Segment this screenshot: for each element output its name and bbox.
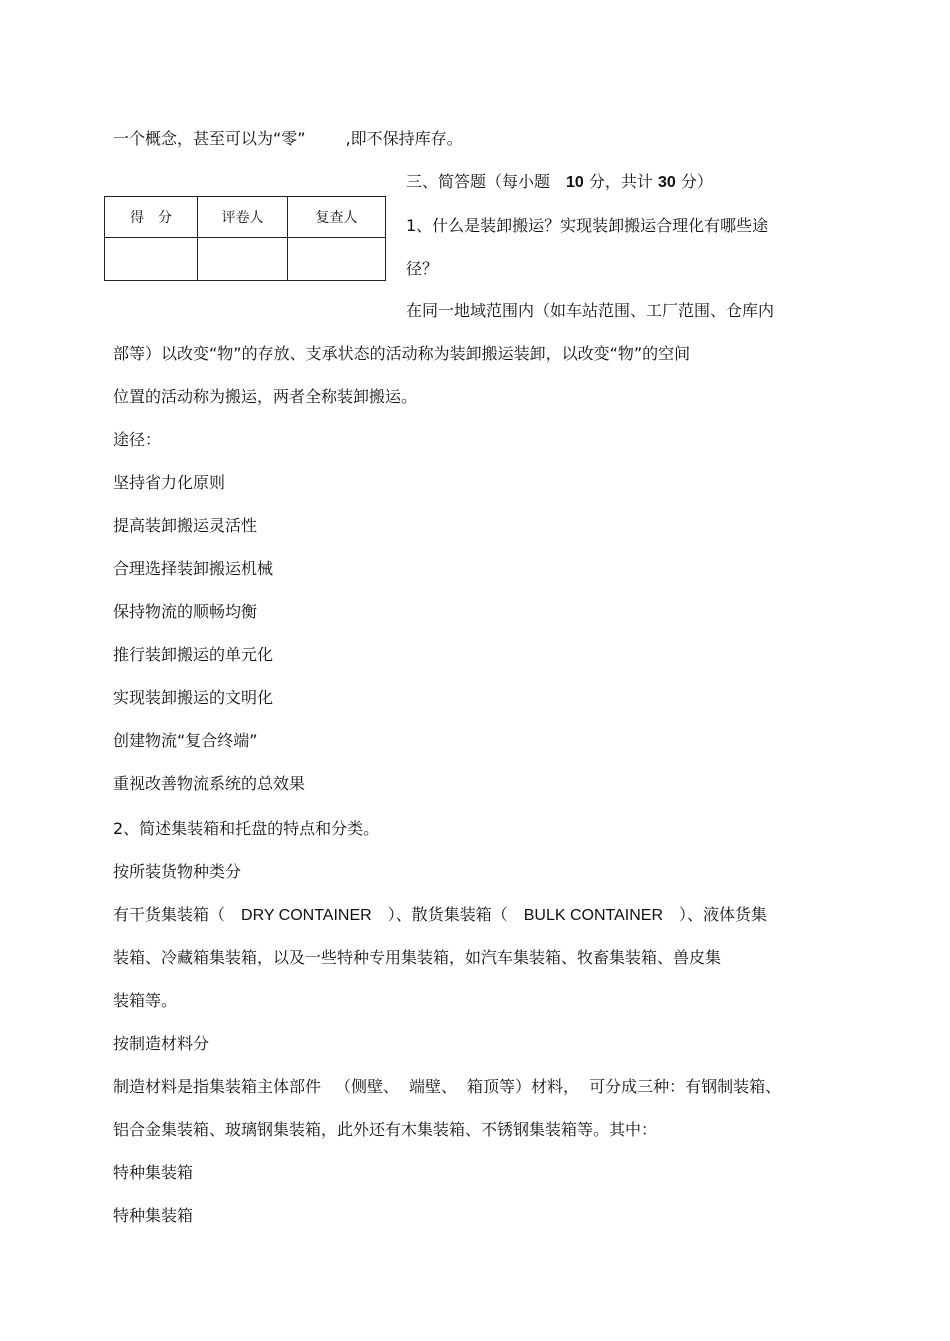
cargo-bulk-english: BULK CONTAINER bbox=[523, 907, 663, 924]
q2-material-line1 bbox=[113, 1077, 781, 1097]
q2-material-line2: 铝合金集装箱、玻璃钢集装箱，此外还有木集装箱、不锈钢集装箱等。其中： bbox=[113, 1120, 658, 1139]
section-points-total: 30 bbox=[658, 174, 676, 191]
q1-way-item: 创建物流“复合终端” bbox=[113, 731, 258, 750]
cargo-bulk-prefix: ）、散货集装箱（ bbox=[387, 905, 508, 924]
q1-way-item: 提高装卸搬运灵活性 bbox=[113, 516, 258, 535]
score-header-reviewer: 复查人 bbox=[288, 197, 386, 238]
q2-title: 2、简述集装箱和托盘的特点和分类。 bbox=[113, 819, 380, 838]
material-roof: 箱顶等）材料， bbox=[467, 1077, 580, 1096]
score-entry-cell[interactable] bbox=[105, 238, 198, 281]
score-table bbox=[104, 196, 386, 281]
q1-answer-line2: 部等）以改变“物”的存放、支承状态的活动称为装卸搬运装卸，以改变“物”的空间 bbox=[113, 344, 691, 363]
reviewer-entry-cell[interactable] bbox=[288, 238, 386, 281]
q1-way-item: 合理选择装卸搬运机械 bbox=[113, 559, 274, 578]
section-prefix: 三、简答题（每小题 bbox=[406, 172, 551, 191]
intro-line bbox=[113, 129, 463, 149]
q2-cargo-line3: 装箱等。 bbox=[113, 991, 178, 1010]
q1-title-line2: 径？ bbox=[406, 259, 439, 278]
material-types: 可分成三种：有钢制装箱、 bbox=[589, 1077, 782, 1096]
section-points-each: 10 bbox=[566, 174, 584, 191]
material-end-wall: 端壁、 bbox=[409, 1077, 458, 1096]
intro-text-b: ,即不保持库存。 bbox=[345, 129, 463, 148]
q1-way-item: 坚持省力化原则 bbox=[113, 473, 226, 492]
material-side-wall: （侧壁、 bbox=[335, 1077, 400, 1096]
q1-way-item: 推行装卸搬运的单元化 bbox=[113, 645, 274, 664]
q1-title-line1: 1、什么是装卸搬运？实现装卸搬运合理化有哪些途 bbox=[406, 216, 769, 235]
score-table-entry-row bbox=[105, 238, 386, 281]
q2-by-material-label: 按制造材料分 bbox=[113, 1034, 210, 1053]
q2-by-cargo-label: 按所装货物种类分 bbox=[113, 862, 242, 881]
score-header-grader: 评卷人 bbox=[198, 197, 288, 238]
q1-way-item: 保持物流的顺畅均衡 bbox=[113, 602, 258, 621]
q1-answer-line1: 在同一地域范围内（如车站范围、工厂范围、仓库内 bbox=[406, 301, 775, 320]
q2-cargo-line2: 装箱、冷藏箱集装箱，以及一些特种专用集装箱，如汽车集装箱、牧畜集装箱、兽皮集 bbox=[113, 948, 722, 967]
q2-special-line2: 特种集装箱 bbox=[113, 1206, 194, 1225]
q1-answer-line3: 位置的活动称为搬运，两者全称装卸搬运。 bbox=[113, 387, 418, 406]
score-table-header-row bbox=[105, 197, 386, 238]
section-mid: 分，共计 bbox=[588, 172, 653, 191]
intro-text-a: 一个概念，甚至可以为“零” bbox=[113, 129, 306, 148]
cargo-dry-prefix: 有干货集装箱（ bbox=[113, 905, 226, 924]
q1-way-item: 重视改善物流系统的总效果 bbox=[113, 774, 306, 793]
q1-way-item: 实现装卸搬运的文明化 bbox=[113, 688, 274, 707]
section-suffix: 分） bbox=[680, 172, 713, 191]
section-heading bbox=[406, 172, 713, 193]
grader-entry-cell[interactable] bbox=[198, 238, 288, 281]
q2-cargo-line1 bbox=[113, 905, 767, 926]
cargo-dry-english: DRY CONTAINER bbox=[241, 907, 372, 924]
q1-ways-label: 途径： bbox=[113, 430, 162, 449]
cargo-liquid-text: ）、液体货集 bbox=[679, 905, 768, 924]
material-def-text: 制造材料是指集装箱主体部件 bbox=[113, 1077, 322, 1096]
score-header-score: 得 分 bbox=[105, 197, 198, 238]
q2-special-line1: 特种集装箱 bbox=[113, 1163, 194, 1182]
